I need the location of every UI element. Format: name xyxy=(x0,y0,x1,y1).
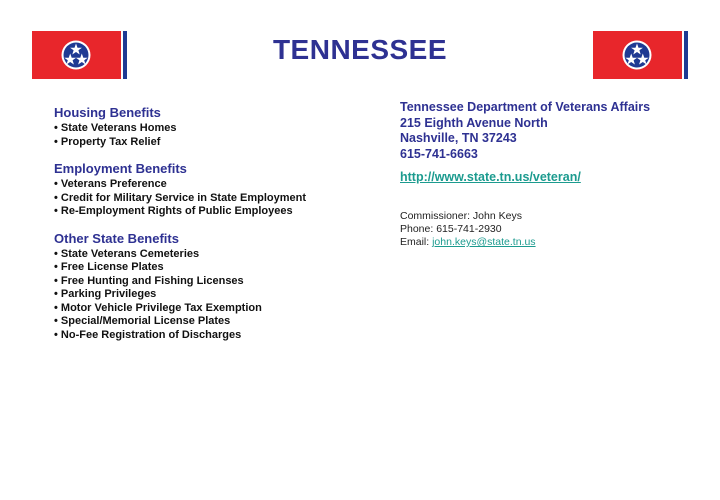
department-name: Tennessee Department of Veterans Affairs xyxy=(400,100,651,114)
list-item: • Re-Employment Rights of Public Employees xyxy=(54,205,374,219)
employment-benefits-section xyxy=(54,161,374,219)
section-heading: Other State Benefits xyxy=(54,230,179,246)
page-title: TENNESSEE xyxy=(272,34,448,65)
department-address-line1: 215 Eighth Avenue North xyxy=(400,115,548,130)
list-item: • Credit for Military Service in State Employment xyxy=(54,192,374,206)
commissioner-name: Commissioner: John Keys xyxy=(400,210,522,222)
list-item: • Veterans Preference xyxy=(54,178,374,192)
department-phone: 615-741-6663 xyxy=(400,146,478,161)
list-item: • State Veterans Homes xyxy=(54,122,374,136)
list-item: • Free Hunting and Fishing Licenses xyxy=(54,275,374,289)
benefits-column xyxy=(54,105,374,354)
tennessee-flag-right xyxy=(593,31,688,79)
list-item: • State Veterans Cemeteries xyxy=(54,248,374,262)
list-item: • No-Fee Registration of Discharges xyxy=(54,329,374,343)
department-address-line2: Nashville, TN 37243 xyxy=(400,131,517,145)
section-heading: Employment Benefits xyxy=(54,161,187,176)
department-website-link[interactable]: http://www.state.tn.us/veteran/ xyxy=(400,170,581,184)
other-state-benefits-section xyxy=(54,231,374,343)
commissioner-email-link[interactable]: john.keys@state.tn.us xyxy=(432,236,536,248)
commissioner-email-row xyxy=(400,236,700,249)
contact-column xyxy=(400,100,700,249)
list-item: • Parking Privileges xyxy=(54,288,374,302)
list-item: • Special/Memorial License Plates xyxy=(54,315,374,329)
housing-benefits-section xyxy=(54,105,374,149)
section-heading: Housing Benefits xyxy=(54,105,161,120)
list-item: • Free License Plates xyxy=(54,261,374,275)
commissioner-contact xyxy=(400,210,700,249)
tennessee-flag-icon xyxy=(622,40,652,70)
list-item: • Motor Vehicle Privilege Tax Exemption xyxy=(54,302,374,316)
commissioner-phone: Phone: 615-741-2930 xyxy=(400,223,502,235)
email-label: Email: xyxy=(400,236,433,248)
list-item: • Property Tax Relief xyxy=(54,136,374,150)
